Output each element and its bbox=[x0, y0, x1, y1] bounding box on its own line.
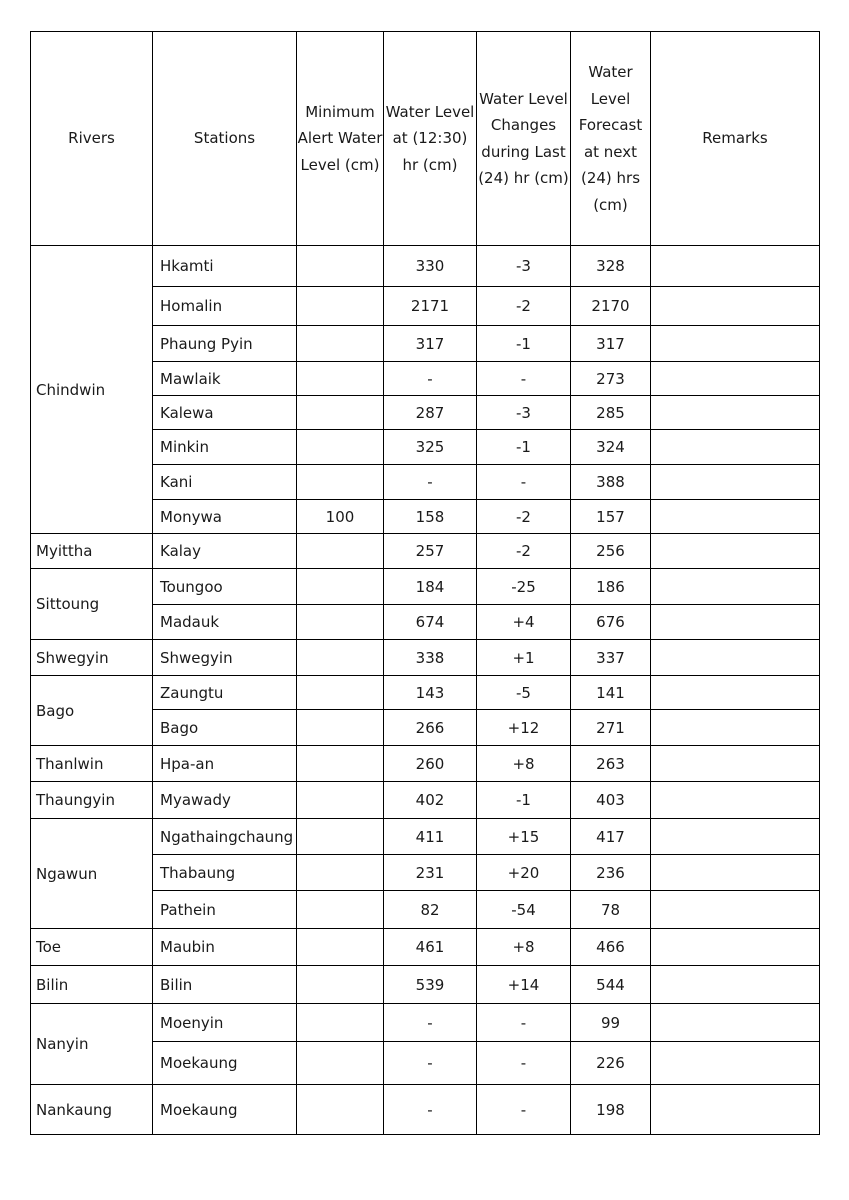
river-cell: Thaungyin bbox=[31, 782, 153, 819]
min-alert-cell bbox=[297, 534, 384, 569]
change-cell: -5 bbox=[477, 676, 571, 710]
forecast-cell: 317 bbox=[571, 326, 651, 362]
min-alert-cell bbox=[297, 891, 384, 929]
remarks-cell bbox=[651, 966, 820, 1004]
forecast-cell: 271 bbox=[571, 710, 651, 746]
river-cell: Nanyin bbox=[31, 1004, 153, 1085]
water-level-cell: - bbox=[384, 1004, 477, 1042]
station-cell: Shwegyin bbox=[153, 640, 297, 676]
station-cell: Moenyin bbox=[153, 1004, 297, 1042]
change-cell: +1 bbox=[477, 640, 571, 676]
forecast-cell: 328 bbox=[571, 246, 651, 287]
change-cell: +14 bbox=[477, 966, 571, 1004]
min-alert-cell bbox=[297, 929, 384, 966]
forecast-cell: 403 bbox=[571, 782, 651, 819]
remarks-cell bbox=[651, 246, 820, 287]
min-alert-cell bbox=[297, 966, 384, 1004]
table-body bbox=[31, 246, 820, 1135]
min-alert-cell bbox=[297, 676, 384, 710]
forecast-cell: 157 bbox=[571, 500, 651, 534]
water-level-cell: 330 bbox=[384, 246, 477, 287]
table-row bbox=[31, 534, 820, 569]
min-alert-cell bbox=[297, 819, 384, 855]
water-level-cell: - bbox=[384, 1042, 477, 1085]
station-cell: Kani bbox=[153, 465, 297, 500]
changes-header: Water Level Changes during Last (24) hr (cm) bbox=[477, 32, 571, 246]
change-cell: +8 bbox=[477, 929, 571, 966]
min-alert-cell bbox=[297, 287, 384, 326]
station-cell: Hpa-an bbox=[153, 746, 297, 782]
remarks-cell bbox=[651, 1042, 820, 1085]
water-level-cell: 402 bbox=[384, 782, 477, 819]
min-alert-cell bbox=[297, 326, 384, 362]
water-level-cell: 231 bbox=[384, 855, 477, 891]
forecast-cell: 285 bbox=[571, 396, 651, 430]
min-alert-cell bbox=[297, 1042, 384, 1085]
min-alert-cell bbox=[297, 465, 384, 500]
forecast-cell: 417 bbox=[571, 819, 651, 855]
river-cell: Bago bbox=[31, 676, 153, 746]
water-level-cell: 82 bbox=[384, 891, 477, 929]
station-cell: Monywa bbox=[153, 500, 297, 534]
river-cell: Sittoung bbox=[31, 569, 153, 640]
forecast-cell: 263 bbox=[571, 746, 651, 782]
table-row bbox=[31, 746, 820, 782]
change-cell: -25 bbox=[477, 569, 571, 605]
remarks-cell bbox=[651, 465, 820, 500]
min-alert-cell bbox=[297, 746, 384, 782]
station-cell: Moekaung bbox=[153, 1085, 297, 1135]
change-cell: +15 bbox=[477, 819, 571, 855]
min-alert-cell bbox=[297, 396, 384, 430]
forecast-cell: 337 bbox=[571, 640, 651, 676]
min-alert-cell: 100 bbox=[297, 500, 384, 534]
station-cell: Ngathaingchaung bbox=[153, 819, 297, 855]
table-row bbox=[31, 676, 820, 710]
water-level-cell: 539 bbox=[384, 966, 477, 1004]
table-row bbox=[31, 1085, 820, 1135]
forecast-cell: 544 bbox=[571, 966, 651, 1004]
change-cell: +12 bbox=[477, 710, 571, 746]
station-cell: Pathein bbox=[153, 891, 297, 929]
change-cell: - bbox=[477, 362, 571, 396]
remarks-cell bbox=[651, 819, 820, 855]
water-level-cell: 325 bbox=[384, 430, 477, 465]
forecast-cell: 226 bbox=[571, 1042, 651, 1085]
remarks-cell bbox=[651, 746, 820, 782]
min-alert-cell bbox=[297, 640, 384, 676]
min-alert-cell bbox=[297, 1085, 384, 1135]
min-alert-cell bbox=[297, 362, 384, 396]
rivers-header: Rivers bbox=[31, 32, 153, 246]
change-cell: - bbox=[477, 465, 571, 500]
forecast-cell: 388 bbox=[571, 465, 651, 500]
station-cell: Bilin bbox=[153, 966, 297, 1004]
remarks-cell bbox=[651, 1004, 820, 1042]
change-cell: - bbox=[477, 1085, 571, 1135]
station-cell: Madauk bbox=[153, 605, 297, 640]
station-cell: Bago bbox=[153, 710, 297, 746]
change-cell: -2 bbox=[477, 534, 571, 569]
min-alert-cell bbox=[297, 710, 384, 746]
change-cell: -1 bbox=[477, 430, 571, 465]
station-cell: Hkamti bbox=[153, 246, 297, 287]
min-alert-cell bbox=[297, 1004, 384, 1042]
water-level-cell: 257 bbox=[384, 534, 477, 569]
water-level-cell: 2171 bbox=[384, 287, 477, 326]
min-alert-cell bbox=[297, 782, 384, 819]
water-level-cell: - bbox=[384, 1085, 477, 1135]
water-level-cell: 143 bbox=[384, 676, 477, 710]
river-cell: Toe bbox=[31, 929, 153, 966]
change-cell: -2 bbox=[477, 287, 571, 326]
change-cell: -1 bbox=[477, 782, 571, 819]
water-level-cell: 317 bbox=[384, 326, 477, 362]
change-cell: -3 bbox=[477, 396, 571, 430]
forecast-cell: 324 bbox=[571, 430, 651, 465]
river-cell: Shwegyin bbox=[31, 640, 153, 676]
min-alert-cell bbox=[297, 246, 384, 287]
remarks-cell bbox=[651, 640, 820, 676]
remarks-cell bbox=[651, 362, 820, 396]
remarks-cell bbox=[651, 287, 820, 326]
forecast-cell: 236 bbox=[571, 855, 651, 891]
table-row bbox=[31, 819, 820, 855]
remarks-cell bbox=[651, 534, 820, 569]
change-cell: -2 bbox=[477, 500, 571, 534]
water-level-cell: 266 bbox=[384, 710, 477, 746]
min-alert-cell bbox=[297, 430, 384, 465]
change-cell: -3 bbox=[477, 246, 571, 287]
water-level-cell: - bbox=[384, 362, 477, 396]
table-row bbox=[31, 640, 820, 676]
stations-header: Stations bbox=[153, 32, 297, 246]
river-cell: Nankaung bbox=[31, 1085, 153, 1135]
min-alert-cell bbox=[297, 569, 384, 605]
remarks-cell bbox=[651, 430, 820, 465]
table-row bbox=[31, 569, 820, 605]
table-row bbox=[31, 782, 820, 819]
min-alert-cell bbox=[297, 855, 384, 891]
station-cell: Moekaung bbox=[153, 1042, 297, 1085]
remarks-cell bbox=[651, 929, 820, 966]
water-level-cell: 674 bbox=[384, 605, 477, 640]
station-cell: Zaungtu bbox=[153, 676, 297, 710]
remarks-cell bbox=[651, 569, 820, 605]
remarks-cell bbox=[651, 676, 820, 710]
forecast-cell: 186 bbox=[571, 569, 651, 605]
remarks-cell bbox=[651, 891, 820, 929]
water-level-table bbox=[30, 31, 820, 1135]
change-cell: -54 bbox=[477, 891, 571, 929]
station-cell: Thabaung bbox=[153, 855, 297, 891]
water-level-cell: 184 bbox=[384, 569, 477, 605]
station-cell: Phaung Pyin bbox=[153, 326, 297, 362]
station-cell: Homalin bbox=[153, 287, 297, 326]
forecast-cell: 78 bbox=[571, 891, 651, 929]
forecast-cell: 256 bbox=[571, 534, 651, 569]
water-level-cell: 260 bbox=[384, 746, 477, 782]
change-cell: -1 bbox=[477, 326, 571, 362]
forecast-cell: 466 bbox=[571, 929, 651, 966]
table-row bbox=[31, 1004, 820, 1042]
forecast-cell: 676 bbox=[571, 605, 651, 640]
change-cell: - bbox=[477, 1042, 571, 1085]
water-level-header: Water Level at (12:30) hr (cm) bbox=[384, 32, 477, 246]
station-cell: Mawlaik bbox=[153, 362, 297, 396]
forecast-cell: 273 bbox=[571, 362, 651, 396]
forecast-cell: 2170 bbox=[571, 287, 651, 326]
station-cell: Toungoo bbox=[153, 569, 297, 605]
forecast-cell: 141 bbox=[571, 676, 651, 710]
table-row bbox=[31, 929, 820, 966]
min-alert-header: Minimum Alert Water Level (cm) bbox=[297, 32, 384, 246]
river-cell: Bilin bbox=[31, 966, 153, 1004]
remarks-header: Remarks bbox=[651, 32, 820, 246]
remarks-cell bbox=[651, 500, 820, 534]
change-cell: +4 bbox=[477, 605, 571, 640]
river-cell: Chindwin bbox=[31, 246, 153, 534]
table-row bbox=[31, 246, 820, 287]
remarks-cell bbox=[651, 855, 820, 891]
forecast-header: Water Level Forecast at next (24) hrs (cm) bbox=[571, 32, 651, 246]
water-level-cell: 411 bbox=[384, 819, 477, 855]
change-cell: +20 bbox=[477, 855, 571, 891]
forecast-cell: 198 bbox=[571, 1085, 651, 1135]
remarks-cell bbox=[651, 396, 820, 430]
remarks-cell bbox=[651, 782, 820, 819]
remarks-cell bbox=[651, 1085, 820, 1135]
forecast-cell: 99 bbox=[571, 1004, 651, 1042]
change-cell: +8 bbox=[477, 746, 571, 782]
change-cell: - bbox=[477, 1004, 571, 1042]
min-alert-cell bbox=[297, 605, 384, 640]
station-cell: Kalay bbox=[153, 534, 297, 569]
river-cell: Thanlwin bbox=[31, 746, 153, 782]
river-cell: Ngawun bbox=[31, 819, 153, 929]
station-cell: Maubin bbox=[153, 929, 297, 966]
water-level-cell: 158 bbox=[384, 500, 477, 534]
station-cell: Minkin bbox=[153, 430, 297, 465]
station-cell: Myawady bbox=[153, 782, 297, 819]
header-row bbox=[31, 32, 820, 246]
water-level-cell: 461 bbox=[384, 929, 477, 966]
table-row bbox=[31, 966, 820, 1004]
remarks-cell bbox=[651, 326, 820, 362]
water-level-cell: 338 bbox=[384, 640, 477, 676]
station-cell: Kalewa bbox=[153, 396, 297, 430]
remarks-cell bbox=[651, 605, 820, 640]
river-cell: Myittha bbox=[31, 534, 153, 569]
water-level-cell: 287 bbox=[384, 396, 477, 430]
water-level-cell: - bbox=[384, 465, 477, 500]
remarks-cell bbox=[651, 710, 820, 746]
